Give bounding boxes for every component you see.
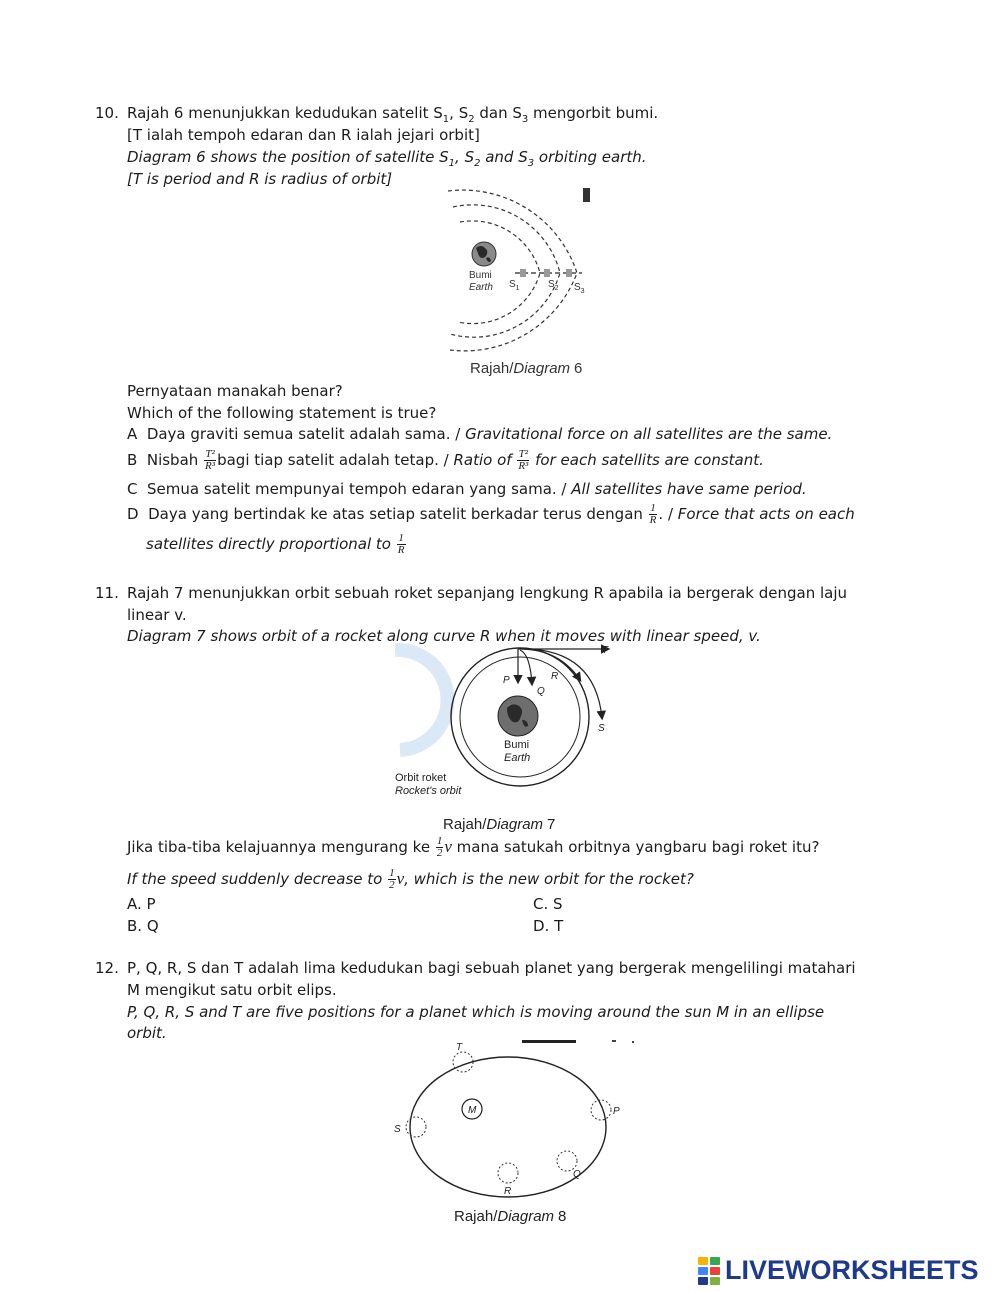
q11-ms-post: mana satukah orbitnya yangbaru bagi roket itu? [451, 838, 820, 856]
label-s: S [598, 723, 605, 734]
option-d-ms: Daya yang bertindak ke atas setiap satelit berkadar terus dengan [148, 505, 648, 523]
liveworksheets-logo[interactable] [698, 1255, 979, 1286]
label-s1: $S_1$ [509, 279, 520, 292]
orbit-label-en: Rocket's orbit [395, 785, 462, 797]
option-letter: D [127, 505, 139, 523]
fraction-1-2: $\frac{1}{2}$ [389, 867, 395, 891]
orbit-label-ms: Orbit roket [395, 772, 447, 784]
q11-question-ms [127, 832, 819, 862]
earth-label-en: Earth [469, 282, 493, 293]
fraction-1-r: $\frac{1}{R}$ [649, 502, 657, 526]
label-t: T [456, 1042, 463, 1053]
diagram-7-caption: Rajah/Diagram 7 [443, 816, 556, 833]
orbit-2 [450, 205, 560, 337]
label-r: R [504, 1186, 512, 1197]
label-r: R [551, 671, 559, 682]
q11-option-c[interactable]: C. S [533, 895, 563, 913]
orbit-3 [448, 190, 577, 351]
option-b-ms-post: bagi tiap satelit adalah tetap. / [217, 451, 454, 469]
planet-r [498, 1163, 518, 1183]
q12-line1: P, Q, R, S dan T adalah lima kedudukan bagi sebuah planet yang bergerak mengelilingi matahari [127, 959, 856, 977]
logo-icon [698, 1257, 722, 1285]
q12-line4: orbit. [127, 1024, 167, 1042]
label-q: Q [537, 686, 545, 697]
diagram-8-caption: Rajah/Diagram 8 [454, 1208, 567, 1225]
q10-prompt-ms: Pernyataan manakah benar? [127, 382, 343, 400]
q10-line3-mid2: and S [480, 148, 528, 166]
q10-option-a[interactable] [127, 425, 832, 443]
label-m: M [468, 1105, 477, 1116]
q10-option-d-cont [146, 530, 407, 558]
option-d-en1: Force that acts on each [677, 505, 855, 523]
earth-label-en: Earth [504, 752, 531, 764]
option-b-ms-pre: Nisbah [146, 451, 204, 469]
corner-mark [583, 188, 590, 202]
earth-globe [472, 242, 496, 266]
q11-ms-pre: Jika tiba-tiba kelajuannya mengurang ke [127, 838, 435, 856]
option-b-en-post: for each satellits are constant. [530, 451, 764, 469]
brand-name: LIVEWORKSHEETS [725, 1255, 979, 1285]
label-t: T [602, 645, 609, 656]
q11-line1: Rajah 7 menunjukkan orbit sebuah roket sepanjang lengkung R apabila ia bergerak dengan laju [127, 584, 848, 602]
planet-q [557, 1151, 577, 1171]
q10-line1-s3: 3 [521, 114, 529, 125]
path-q [520, 650, 532, 684]
satellite-s2 [544, 269, 550, 277]
option-c-en: All satellites have same period. [571, 480, 807, 498]
option-d-sep: . / [658, 505, 678, 523]
label-p: P [613, 1106, 620, 1117]
diagram-6-caption: Rajah/Diagram 6 [470, 360, 583, 377]
diagram-8 [390, 1035, 640, 1230]
fraction-1-2: $\frac{1}{2}$ [436, 835, 443, 859]
option-a-en: Gravitational force on all satellites are the same. [465, 425, 833, 443]
fraction-1-r: $\frac{1}{R}$ [397, 532, 405, 556]
earth-label-ms: Bumi [469, 270, 492, 281]
scan-mark-small [612, 1040, 616, 1042]
label-q: Q [573, 1169, 581, 1180]
q10-line1-pre: Rajah 6 menunjukkan kedudukan satelit S [127, 104, 443, 122]
watermark-arc [395, 650, 448, 750]
q10-line1-mid2: dan S [474, 104, 522, 122]
q10-line3-s2: 2 [474, 158, 481, 169]
q10-line3-s3: 3 [527, 158, 535, 169]
label-s3: $S_3$ [574, 282, 585, 295]
planet-s [406, 1117, 426, 1137]
fraction-t2-r3: $\frac{\text{T²}}{\text{R³}}$ [518, 448, 529, 472]
q10-option-b[interactable] [127, 446, 764, 474]
q10-line1-post: mengorbit bumi. [528, 104, 659, 122]
q11-option-d[interactable]: D. T [533, 917, 564, 935]
option-letter: A [127, 425, 138, 443]
q12-line2: M mengikut satu orbit elips. [127, 981, 337, 999]
option-d-en2: satellites directly proportional to [146, 535, 396, 553]
q10-line3-mid1: , S [455, 148, 475, 166]
fraction-t2-r3: $\frac{\text{T²}}{\text{R³}}$ [205, 448, 216, 472]
q10-line3-post: orbiting earth. [534, 148, 647, 166]
satellite-s1 [520, 269, 526, 277]
q11-line3: Diagram 7 shows orbit of a rocket along curve R when it moves with linear speed, v. [127, 627, 761, 645]
planet-p [591, 1100, 611, 1120]
option-a-ms: Daya graviti semua satelit adalah sama. / [146, 425, 466, 443]
q10-number: 10. [95, 104, 119, 122]
q10-line4: [T is period and R is radius of orbit] [127, 170, 393, 188]
scan-mark [522, 1040, 576, 1043]
q11-en-post: , which is the new orbit for the rocket? [404, 870, 694, 888]
q10-line1-mid1: , S [449, 104, 469, 122]
var-v: v [396, 869, 405, 888]
q11-option-a[interactable]: A. P [127, 895, 156, 913]
option-c-ms: Semua satelit mempunyai tempoh edaran yang sama. / [147, 480, 572, 498]
q10-line3-pre: Diagram 6 shows the position of satellite S [127, 148, 449, 166]
diagram-6 [420, 182, 620, 382]
label-s2: $S_2$ [548, 279, 559, 292]
q11-en-pre: If the speed suddenly decrease to [127, 870, 388, 888]
option-letter: B [127, 451, 138, 469]
q12-line3: P, Q, R, S and T are five positions for a planet which is moving around the sun M in an ellipse [127, 1003, 825, 1021]
option-b-en-pre: Ratio of [453, 451, 517, 469]
q12-number: 12. [95, 959, 119, 977]
satellite-s3 [566, 269, 572, 277]
q11-question-en [127, 864, 694, 894]
earth-globe [498, 696, 538, 736]
var-v: v [444, 837, 452, 856]
q10-option-d[interactable] [127, 500, 855, 528]
q11-line2: linear v. [127, 606, 187, 624]
diagram-7 [380, 640, 640, 835]
earth-label-ms: Bumi [504, 739, 530, 751]
q10-option-c[interactable] [127, 480, 807, 498]
option-letter: C [127, 480, 138, 498]
q11-option-b[interactable]: B. Q [127, 917, 159, 935]
q10-line3-s1: 1 [448, 158, 456, 169]
q11-number: 11. [95, 584, 119, 602]
label-s: S [394, 1124, 401, 1135]
label-p: P [503, 675, 510, 686]
q10-line1-s2: 2 [468, 114, 475, 125]
q10-line2: [T ialah tempoh edaran dan R ialah jejari orbit] [127, 126, 480, 144]
scan-mark-dot [632, 1041, 634, 1043]
q10-line1-s1: 1 [442, 114, 450, 125]
q10-prompt-en: Which of the following statement is true? [127, 404, 437, 422]
